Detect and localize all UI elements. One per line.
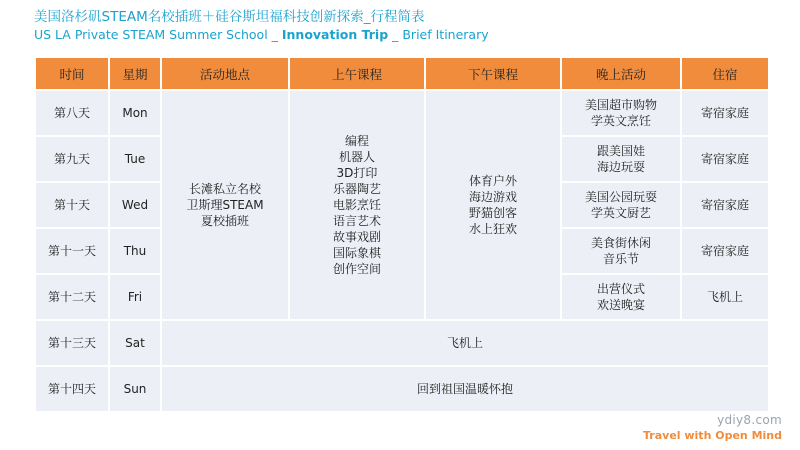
brand-tagline: Travel with Open Mind xyxy=(643,429,782,442)
day-cell: 第十一天 xyxy=(36,229,108,273)
col-header-lodging: 住宿 xyxy=(682,58,768,89)
day-cell: 第九天 xyxy=(36,137,108,181)
evening-activity-cell: 美国公园玩耍 学英文厨艺 xyxy=(562,183,680,227)
full-day-cell: 飞机上 xyxy=(162,321,768,365)
table-row xyxy=(36,321,768,365)
day-cell: 第八天 xyxy=(36,91,108,135)
table-row xyxy=(36,367,768,411)
morning-course-cell: 编程 机器人 3D打印 乐器陶艺 电影烹饪 语言艺术 故事戏剧 国际象棋 创作空间 xyxy=(290,91,424,319)
lodging-cell: 寄宿家庭 xyxy=(682,229,768,273)
col-header-morning: 上午课程 xyxy=(290,58,424,89)
venue-cell: 长滩私立名校 卫斯理STEAM 夏校插班 xyxy=(162,91,288,319)
page-header xyxy=(34,8,489,43)
weekday-cell: Mon xyxy=(110,91,160,135)
col-header-afternoon: 下午课程 xyxy=(426,58,560,89)
lodging-cell: 寄宿家庭 xyxy=(682,137,768,181)
evening-activity-cell: 出营仪式 欢送晚宴 xyxy=(562,275,680,319)
full-day-cell: 回到祖国温暖怀抱 xyxy=(162,367,768,411)
lodging-cell: 飞机上 xyxy=(682,275,768,319)
col-header-venue: 活动地点 xyxy=(162,58,288,89)
subtitle-part-1: US LA Private STEAM Summer School _ xyxy=(34,27,282,42)
evening-activity-cell: 美食街休闲 音乐节 xyxy=(562,229,680,273)
evening-activity-cell: 跟美国娃 海边玩耍 xyxy=(562,137,680,181)
weekday-cell: Wed xyxy=(110,183,160,227)
day-cell: 第十天 xyxy=(36,183,108,227)
table-header-row xyxy=(36,58,768,89)
watermark-text: ydiy8.com xyxy=(717,413,782,427)
subtitle-part-3: _ Brief Itinerary xyxy=(388,27,489,42)
col-header-evening: 晚上活动 xyxy=(562,58,680,89)
table-row xyxy=(36,91,768,135)
weekday-cell: Sun xyxy=(110,367,160,411)
weekday-cell: Sat xyxy=(110,321,160,365)
evening-activity-cell: 美国超市购物 学英文烹饪 xyxy=(562,91,680,135)
col-header-weekday: 星期 xyxy=(110,58,160,89)
afternoon-course-cell: 体育户外 海边游戏 野猫创客 水上狂欢 xyxy=(426,91,560,319)
page-subtitle xyxy=(34,26,489,43)
lodging-cell: 寄宿家庭 xyxy=(682,183,768,227)
day-cell: 第十二天 xyxy=(36,275,108,319)
weekday-cell: Tue xyxy=(110,137,160,181)
weekday-cell: Fri xyxy=(110,275,160,319)
weekday-cell: Thu xyxy=(110,229,160,273)
page-title: 美国洛杉矶STEAM名校插班＋硅谷斯坦福科技创新探索_行程简表 xyxy=(34,9,425,25)
itinerary-table xyxy=(34,56,770,413)
day-cell: 第十四天 xyxy=(36,367,108,411)
col-header-time: 时间 xyxy=(36,58,108,89)
day-cell: 第十三天 xyxy=(36,321,108,365)
subtitle-part-2: Innovation Trip xyxy=(281,27,389,42)
lodging-cell: 寄宿家庭 xyxy=(682,91,768,135)
